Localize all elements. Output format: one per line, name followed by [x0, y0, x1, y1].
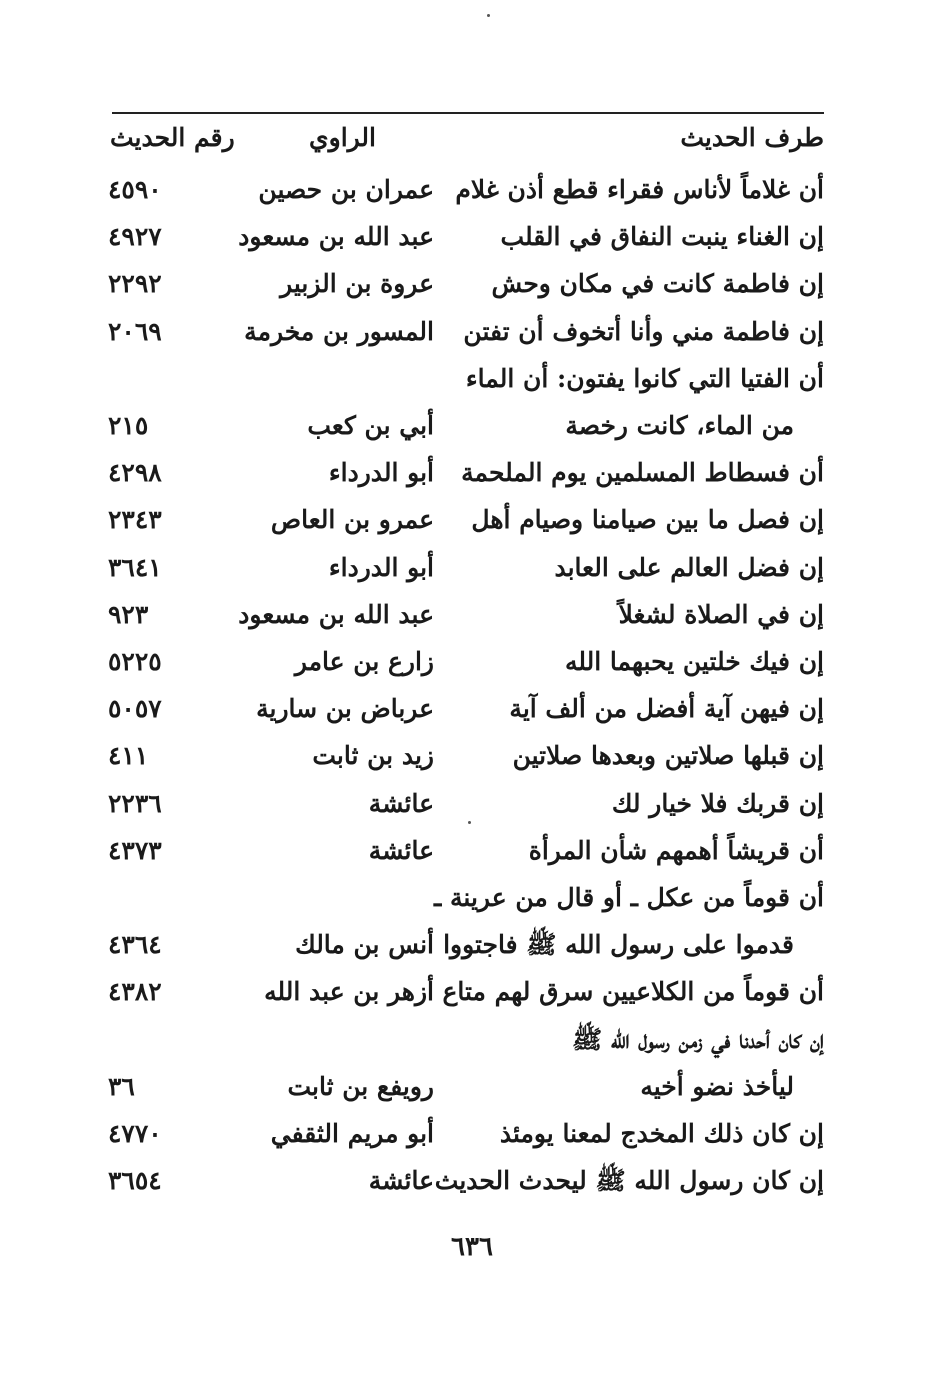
hadith-text: أن قوماً من عكل ـ أو قال من عرينة ـ — [433, 883, 824, 912]
hadith-text: إن قبلها صلاتين وبعدها صلاتين — [512, 741, 824, 770]
hadith-number: ٤٩٢٧ — [108, 222, 162, 251]
top-rule — [112, 112, 824, 114]
hadith-text: إن فيك خلتين يحبهما الله — [564, 647, 824, 676]
narrator-name: أبو الدرداء — [328, 458, 434, 487]
table-row — [100, 642, 824, 682]
hadith-text: إن فيهن آية أفضل من ألف آية — [509, 694, 824, 723]
narrator-name: عبد الله بن مسعود — [238, 222, 434, 251]
hadith-number: ٤٥٩٠ — [108, 175, 162, 204]
narrator-name: أزهر بن عبد الله — [264, 977, 434, 1006]
hadith-number: ٥٠٥٧ — [108, 694, 162, 723]
narrator-name: عروة بن الزبير — [280, 269, 434, 298]
narrator-name: المسور بن مخرمة — [244, 317, 434, 346]
hadith-number: ٣٦٤١ — [108, 553, 162, 582]
hadith-text: إن فضل العالم على العابد — [554, 553, 824, 582]
table-row — [100, 831, 824, 871]
hadith-number: ٢٢٣٦ — [108, 789, 162, 818]
hadith-number: ٤٣٦٤ — [108, 930, 162, 959]
narrator-name: عمرو بن العاص — [270, 505, 434, 534]
table-row — [100, 217, 824, 257]
table-row — [100, 925, 824, 965]
hadith-text: أن قريشاً أهمهم شأن المرأة — [528, 836, 824, 865]
table-row — [100, 972, 824, 1012]
narrator-name: أبو الدرداء — [328, 553, 434, 582]
hadith-text: إن فصل ما بين صيامنا وصيام أهل — [471, 505, 824, 534]
hadith-text: إن قربك فلا خيار لك — [611, 789, 824, 818]
hadith-text: ليأخذ نضو أخيه — [640, 1072, 794, 1101]
hadith-text: إن في الصلاة لشغلاً — [618, 600, 824, 629]
narrator-name: عائشة — [368, 836, 434, 865]
hadith-text: إن فاطمة كانت في مكان وحش — [491, 269, 824, 298]
narrator-name: عرباض بن سارية — [256, 694, 434, 723]
hadith-text: من الماء، كانت رخصة — [565, 411, 794, 440]
hadith-number: ٤٧٧٠ — [108, 1119, 162, 1148]
table-row — [100, 1020, 824, 1060]
hadith-text: أن الفتيا التي كانوا يفتون: أن الماء — [465, 364, 824, 393]
hadith-number: ٢٠٦٩ — [108, 317, 162, 346]
table-header — [100, 118, 824, 158]
narrator-name: عمران بن حصين — [258, 175, 434, 204]
table-row — [100, 736, 824, 776]
hadith-number: ٣٦٥٤ — [108, 1166, 162, 1195]
narrator-name: أنس بن مالك — [295, 930, 434, 959]
hadith-text: إن الغناء ينبت النفاق في القلب — [500, 222, 824, 251]
hadith-text: إن كان ذلك المخدج لمعنا يومئذ — [499, 1119, 824, 1148]
page-number: ٦٣٦ — [451, 1232, 493, 1262]
narrator-name: رويفع بن ثابت — [287, 1072, 434, 1101]
column-header-number: رقم الحديث — [110, 123, 235, 152]
hadith-number: ٣٦ — [108, 1072, 135, 1101]
hadith-number: ٤١١ — [108, 741, 149, 770]
table-row — [100, 689, 824, 729]
hadith-text: إن كان رسول الله ﷺ ليحدث الحديث — [434, 1166, 824, 1195]
hadith-number: ٤٣٧٣ — [108, 836, 162, 865]
narrator-name: عائشة — [368, 1166, 434, 1195]
hadith-number: ٢٣٤٣ — [108, 505, 162, 534]
hadith-text: أن فسطاط المسلمين يوم الملحمة — [461, 458, 824, 487]
table-row — [100, 359, 824, 399]
table-row — [100, 1161, 824, 1201]
table-row — [100, 170, 824, 210]
table-row — [100, 878, 824, 918]
hadith-text: أن قوماً من الكلاعيين سرق لهم متاع — [442, 977, 824, 1006]
hadith-number: ٢٢٩٢ — [108, 269, 162, 298]
table-row — [100, 264, 824, 304]
table-row — [100, 500, 824, 540]
narrator-name: عائشة — [368, 789, 434, 818]
hadith-number: ٢١٥ — [108, 411, 149, 440]
narrator-name: زارع بن عامر — [294, 647, 434, 676]
column-header-narrator: الراوي — [309, 123, 376, 152]
narrator-name: أبو مريم الثقفي — [270, 1119, 434, 1148]
narrator-name: أبي بن كعب — [307, 411, 434, 440]
column-header-hadith: طرف الحديث — [680, 123, 824, 152]
hadith-text: قدموا على رسول الله ﷺ فاجتووا — [443, 930, 794, 959]
table-row — [100, 406, 824, 446]
table-row — [100, 784, 824, 824]
table-row — [100, 453, 824, 493]
scan-speck — [468, 821, 471, 824]
narrator-name: عبد الله بن مسعود — [238, 600, 434, 629]
hadith-text: إن كان أحدنا في زمن رسول الله ﷺ — [572, 1025, 824, 1054]
table-row — [100, 312, 824, 352]
hadith-text: إن فاطمة مني وأنا أتخوف أن تفتن — [463, 317, 824, 346]
hadith-number: ٥٢٢٥ — [108, 647, 162, 676]
hadith-number: ٩٢٣ — [108, 600, 149, 629]
scan-speck — [487, 14, 490, 17]
table-row — [100, 1114, 824, 1154]
narrator-name: زيد بن ثابت — [312, 741, 434, 770]
hadith-number: ٤٢٩٨ — [108, 458, 162, 487]
table-row — [100, 548, 824, 588]
hadith-text: أن غلاماً لأناس فقراء قطع أذن غلام — [455, 175, 824, 204]
hadith-number: ٤٣٨٢ — [108, 977, 162, 1006]
table-row — [100, 1067, 824, 1107]
table-row — [100, 595, 824, 635]
